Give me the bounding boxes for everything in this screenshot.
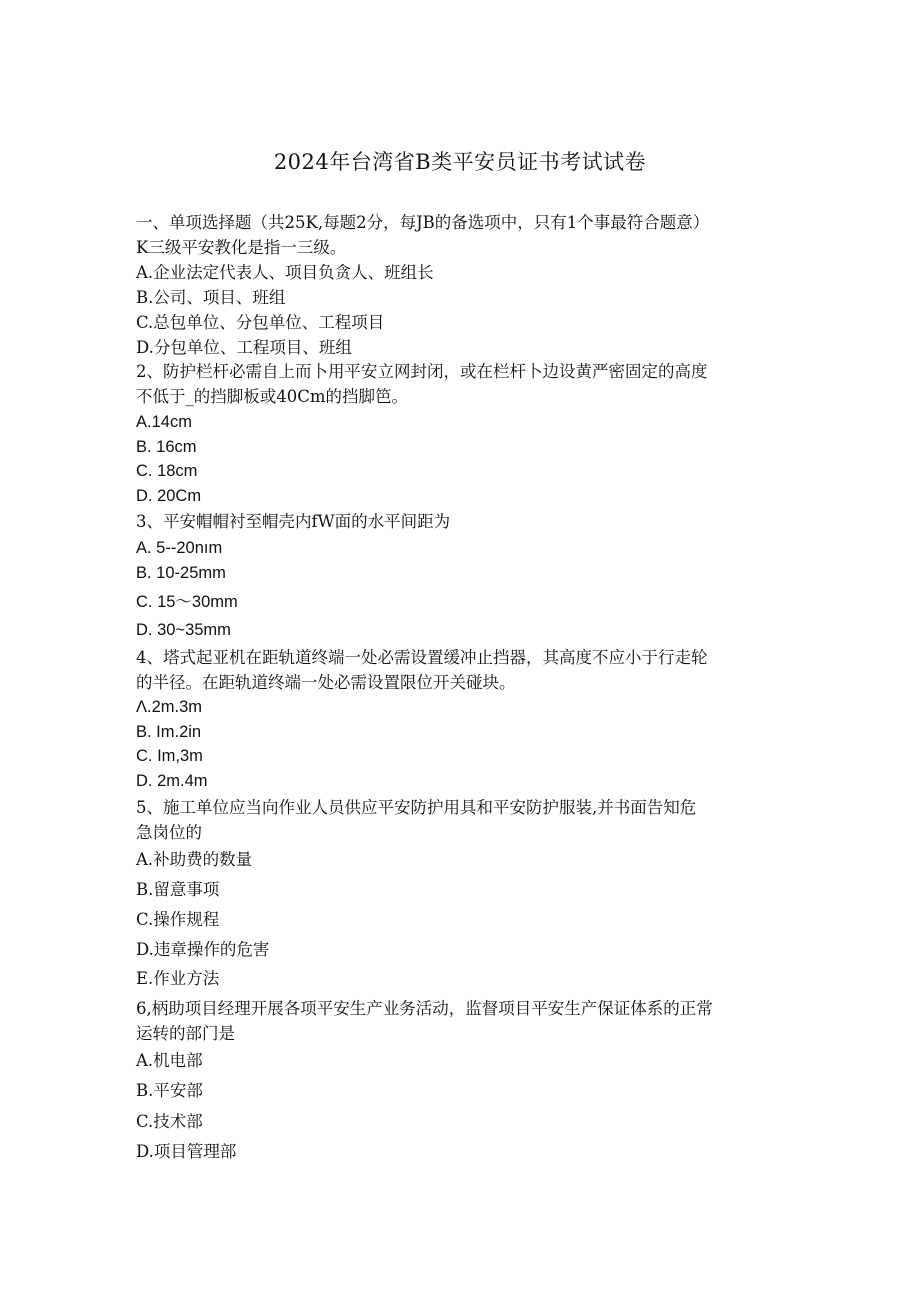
question-5-option-c: C.操作规程 bbox=[136, 910, 220, 929]
question-4-option-d: D. 2m.4m bbox=[136, 772, 208, 790]
question-1-option-d: D.分包单位、工程项目、班组 bbox=[136, 338, 352, 357]
question-6-option-a: A.机电部 bbox=[136, 1051, 203, 1070]
question-2-stem-line-1: 2、防护栏杆必需自上而卜用平安立网封闭，或在栏杆卜边设黄严密固定的高度 bbox=[136, 362, 708, 381]
question-3-option-d: D. 30~35mm bbox=[136, 621, 231, 639]
question-1-option-c: C.总包单位、分包单位、工程项目 bbox=[136, 313, 385, 332]
question-6-stem-line-2: 运转的部门是 bbox=[136, 1024, 235, 1043]
question-5-option-a: A.补助费的数量 bbox=[136, 850, 253, 869]
question-2-option-c: C. 18cm bbox=[136, 462, 198, 480]
question-2-option-a: A.14cm bbox=[136, 413, 192, 431]
question-3-option-a: A. 5--20nım bbox=[136, 539, 223, 557]
question-6-option-d: D.项目管理部 bbox=[136, 1142, 237, 1161]
question-1-option-a: A.企业法定代表人、项目负贪人、班组长 bbox=[136, 263, 434, 282]
question-3-stem: 3、平安帽帽衬至帽壳内fW面的水平间距为 bbox=[136, 512, 451, 531]
question-2-option-d: D. 20Cm bbox=[136, 487, 202, 505]
page-title: 2024年台湾省B类平安员证书考试试卷 bbox=[273, 150, 647, 174]
question-4-option-a: Λ.2m.3m bbox=[136, 698, 203, 716]
question-6-option-b: B.平安部 bbox=[136, 1081, 203, 1100]
question-5-option-e: E.作业方法 bbox=[136, 969, 220, 988]
question-5-option-d: D.违章操作的危害 bbox=[136, 940, 270, 959]
question-3-option-b: B. 10-25mm bbox=[136, 564, 226, 582]
question-5-option-b: B.留意事项 bbox=[136, 880, 220, 899]
question-4-option-b: B. Im.2in bbox=[136, 723, 202, 741]
question-4-stem-line-2: 的半径。在距轨道终端一处必需设置限位开关碰块。 bbox=[136, 673, 516, 692]
section-header: 一、单项选择题（共25K,每题2分，每JB的备选项中，只有1个事最符合题意） bbox=[136, 213, 710, 232]
question-2-stem-line-2: 不低于_的挡脚板或40Cm的挡脚笆。 bbox=[136, 387, 409, 406]
question-2-option-b: B. 16cm bbox=[136, 438, 197, 456]
question-5-stem-line-2: 急岗位的 bbox=[136, 823, 202, 842]
question-6-stem-line-1: 6,柄助项目经理开展各项平安生产业务活动，监督项目平安生产保证体系的正常 bbox=[136, 999, 713, 1018]
question-1-option-b: B.公司、项目、班组 bbox=[136, 288, 286, 307]
question-4-option-c: C. Im,3m bbox=[136, 747, 203, 765]
question-1-stem: K三级平安教化是指一三级。 bbox=[136, 238, 347, 257]
question-3-option-c: C. 15～30mm bbox=[136, 593, 238, 611]
question-5-stem-line-1: 5、施工单位应当向作业人员供应平安防护用具和平安防护服装,并书面告知危 bbox=[136, 798, 697, 817]
question-4-stem-line-1: 4、塔式起亚机在距轨道终端一处必需设置缓冲止挡器，其高度不应小于行走轮 bbox=[136, 648, 708, 667]
question-6-option-c: C.技术部 bbox=[136, 1112, 203, 1131]
